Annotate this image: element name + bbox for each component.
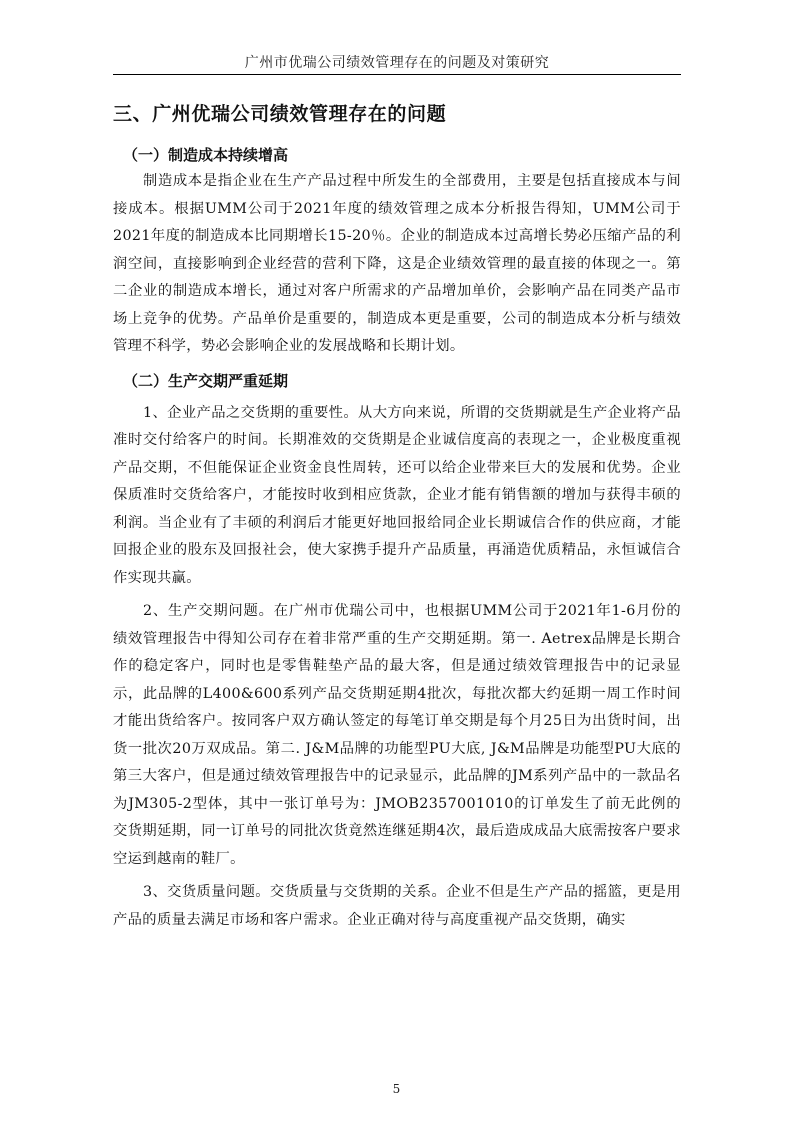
subsection-heading-2: （二）生产交期严重延期 <box>123 371 289 390</box>
page-number: 5 <box>392 1082 401 1096</box>
paragraph: 制造成本是指企业在生产产品过程中所发生的全部费用，主要是包括直接成本与间接成本。根据UMM公司于2021年度的绩效管理之成本分析报告得知，UMM公司于2021年度的制造成本比同期增长15-20％。企业的制造成本过高增长势必压缩产品的利润空间，直接影响到企业经营的营利下降，这是企业绩效管理的最直接的体现之一。第二企业的制造成本增长，通过对客户所需求的产品增加单价，会影响产品在同类产品市场上竞争的优势。产品单价是重要的，制造成本更是重要，公司的制造成本分析与绩效管理不科学，势必会影响企业的发展战略和长期计划。 <box>113 173 681 354</box>
page-body <box>113 96 681 942</box>
section-heading: 三、广州优瑞公司绩效管理存在的问题 <box>113 103 447 125</box>
subsection-body-1 <box>113 168 681 361</box>
paragraph: 1、企业产品之交货期的重要性。从大方向来说，所谓的交货期就是生产企业将产品准时交付给客户的时间。长期准效的交货期是企业诚信度高的表现之一，企业极度重视产品交期，不但能保证企业资金良性周转，还可以给企业带来巨大的发展和优势。企业保质准时交货给客户，才能按时收到相应货款，企业才能有销售额的增加与获得丰硕的利润。当企业有了丰硕的利润后才能更好地回报给同企业长期诚信合作的供应商，才能回报企业的股东及回报社会，使大家携手提升产品质量，再涌造优质精品，永恒诚信合作实现共赢。 <box>113 404 681 586</box>
paragraph: 3、交货质量问题。交货质量与交货期的关系。企业不但是生产产品的摇篮，更是用产品的质量去满足市场和客户需求。企业正确对待与高度重视产品交货期，确实 <box>113 884 681 928</box>
subsection-heading-1: （一）制造成本持续增高 <box>123 146 289 164</box>
subsection-body-2 <box>113 400 681 935</box>
header-divider <box>113 74 681 75</box>
paragraph: 2、生产交期问题。在广州市优瑞公司中，也根据UMM公司于2021年1-6月份的绩效管理报告中得知公司存在着非常严重的生产交期延期。第一. Aetrex品牌是长期合作的稳定客户，同时也是零售鞋垫产品的最大客，但是通过绩效管理报告中的记录显示，此品牌的L400&600系列产品交货期延期4批次，每批次都大约延期一周工作时间才能出货给客户。按同客户双方确认签定的每笔订单交期是每个月25日为出货时间，出货一批次20万双成品。第二. J&M品牌的功能型PU大底, J&M品牌是功能型PU大底的第三大客户，但是通过绩效管理报告中的记录显示，此品牌的JM系列产品中的一款品名为JM305-2型体，其中一张订单号为：JMOB2357001010的订单发生了前无此例的交货期延期，同一订单号的同批次货竟然连继延期4次，最后造成成品大底需按客户要求空运到越南的鞋厂。 <box>113 603 681 867</box>
running-header: 广州市优瑞公司绩效管理存在的问题及对策研究 <box>244 55 550 71</box>
